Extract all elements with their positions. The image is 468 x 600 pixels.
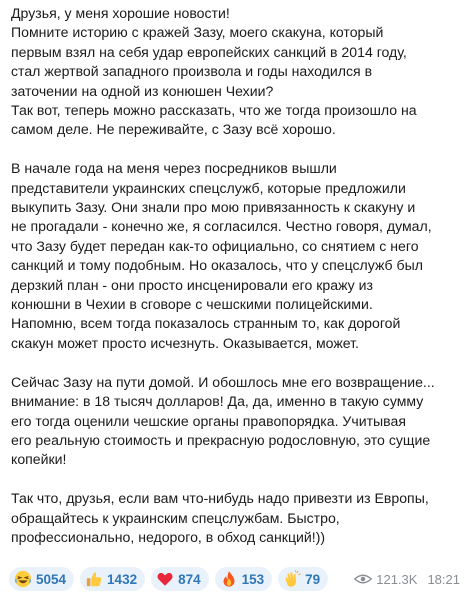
- reaction-clap[interactable]: [278, 567, 328, 591]
- post-paragraph: Так что, друзья, если вам что-нибудь надо привезти из Европы, обращайтесь к украинским спецслужбам. Быстро, профессионально, недорого, в обход санкций!)): [11, 490, 429, 545]
- reaction-heart[interactable]: [151, 567, 209, 591]
- post-paragraph: В начале года на меня через посредников вышли представители украинских спецслужб, которые предложили выкупить Зазу. Они знали про мою привязанность к скакуну и не прогадали - конечно же, я согласился. Честно говоря, думал, что Зазу будет передан как-то официально, со снятием с него санкций и тому подобным. Но оказалось, что у спецслужб был дерзкий план - они просто инсценировали его кражу из конюшни в Чехии в сговоре с чешскими полицейскими. Напомню, всем тогда показалось странным то, как дорогой скакун может просто исчезнуть. Оказывается, может.: [11, 160, 432, 351]
- post-meta: [354, 572, 460, 587]
- reaction-count: 5054: [36, 571, 67, 587]
- post-time: 18:21: [427, 571, 460, 587]
- fire-icon: [220, 570, 238, 588]
- reaction-count: 1432: [107, 571, 138, 587]
- paragraph-gap: [11, 353, 458, 372]
- laughing-face-icon: [14, 570, 32, 588]
- thumbs-up-icon: [85, 570, 103, 588]
- reaction-count: 79: [305, 571, 321, 587]
- post-paragraph: Сейчас Зазу на пути домой. И обошлось мне его возвращение... внимание: в 18 тысяч долларов! Да, да, именно в такую сумму его тогда оценили чешские органы правопорядка. Учитывая его реальную стоимость и прекрасную родословную, это сущие копейки!: [11, 373, 435, 468]
- reaction-count: 874: [178, 571, 201, 587]
- post-paragraph: Друзья, у меня хорошие новости! Помните историю с кражей Зазу, моего скакуна, который первым взял на себя удар европейских санкций в 2014 году, стал жертвой западного произвола и годы находился в заточении на одной из конюшен Чехии? Так вот, теперь можно рассказать, что же тогда произошло на самом деле. Не переживайте, с Зазу всё хорошо.: [11, 5, 417, 138]
- reaction-fire[interactable]: [215, 567, 273, 591]
- paragraph-gap: [11, 140, 458, 159]
- paragraph-gap: [11, 470, 458, 489]
- reaction-thumbs-up[interactable]: [80, 567, 145, 591]
- reaction-count: 153: [241, 571, 265, 587]
- eye-icon: [354, 573, 372, 585]
- red-heart-icon: [156, 570, 174, 588]
- view-count: 121.3K: [376, 571, 418, 587]
- post-footer: [9, 566, 460, 592]
- reaction-laughing[interactable]: [9, 567, 74, 591]
- clapping-hands-icon: [283, 570, 301, 588]
